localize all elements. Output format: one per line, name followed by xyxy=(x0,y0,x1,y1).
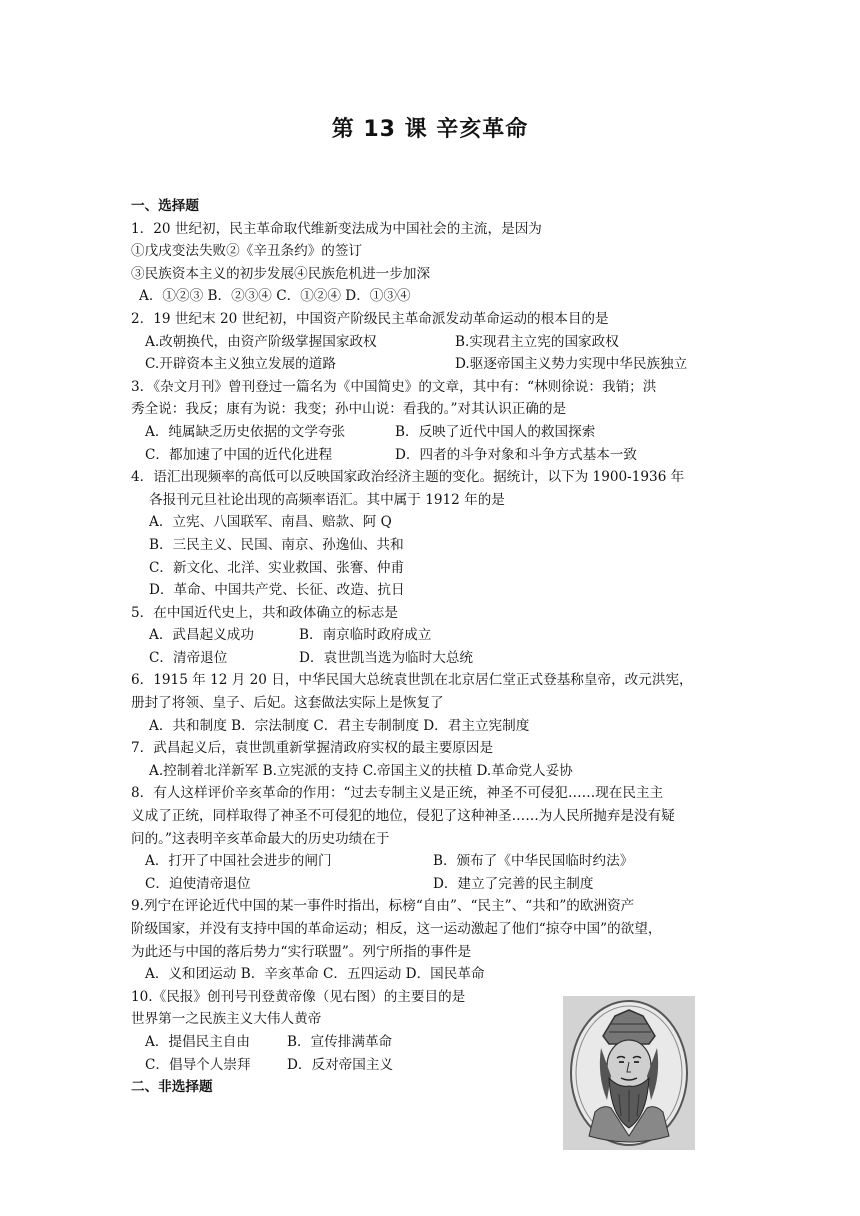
q1-options: A．①②③ B．②③④ C．①②④ D．①③④ xyxy=(139,288,411,305)
q4-option-d: D．革命、中国共产党、长征、改造、抗日 xyxy=(149,582,405,599)
q5-options-row1 xyxy=(131,624,731,647)
q8-option-b: B．颁布了《中华民国临时约法》 xyxy=(433,853,634,870)
q3-option-c: C．都加速了中国的近代化进程 xyxy=(145,446,333,463)
q5-option-d: D．袁世凯当选为临时大总统 xyxy=(299,649,474,666)
q10-option-d: D．反对帝国主义 xyxy=(287,1056,394,1073)
q1-statement-1: ①戊戌变法失败②《辛丑条约》的签订 xyxy=(131,243,363,260)
q5-stem: 5．在中国近代史上，共和政体确立的标志是 xyxy=(131,604,398,621)
q2-option-d: D.驱逐帝国主义势力实现中华民族独立 xyxy=(455,356,688,373)
q9-stem-line2: 阶级国家，并没有支持中国的革命运动；相反，这一运动激起了他们“掠夺中国”的欲望， xyxy=(131,921,662,937)
q3-option-b: B．反映了近代中国人的救国探索 xyxy=(395,423,596,440)
q10-option-c: C．倡导个人崇拜 xyxy=(145,1056,251,1073)
q2-option-a: A.改朝换代，由资产阶级掌握国家政权 xyxy=(145,333,377,350)
q8-option-d: D．建立了完善的民主制度 xyxy=(433,875,594,892)
q2-options-row2 xyxy=(131,353,731,376)
q10-option-b: B．宣传排满革命 xyxy=(287,1033,393,1050)
q5-option-c: C．清帝退位 xyxy=(149,649,228,666)
q4-option-a: A．立宪、八国联军、南昌、赔款、阿 Q xyxy=(149,514,392,531)
q2-options-row1 xyxy=(131,331,731,354)
q4-stem-line1: 4．语汇出现频率的高低可以反映国家政治经济主题的变化。据统计，以下为 1900-1936 年 xyxy=(131,469,685,486)
q2-option-c: C.开辟资本主义独立发展的道路 xyxy=(145,356,336,373)
q3-options-row2 xyxy=(131,444,731,467)
q3-options-row1 xyxy=(131,421,731,444)
q7-stem: 7．武昌起义后，袁世凯重新掌握清政府实权的最主要原因是 xyxy=(131,740,494,757)
q3-stem-line1: 3．《杂文月刊》曾刊登过一篇名为《中国简史》的文章，其中有：“林则徐说：我销；洪 xyxy=(131,378,657,395)
q3-option-a: A．纯属缺乏历史依据的文学夸张 xyxy=(145,423,346,440)
q8-options-row2 xyxy=(131,873,731,896)
q2-option-b: B.实现君主立宪的国家政权 xyxy=(455,333,619,350)
q10-image-caption: 世界第一之民族主义大伟人黄帝 xyxy=(131,1011,322,1028)
q7-options: A.控制着北洋新军 B.立宪派的支持 C.帝国主义的扶植 D.革命党人妥协 xyxy=(149,762,573,779)
question-content xyxy=(131,195,731,1099)
portrait-illustration xyxy=(563,996,695,1150)
yellow-emperor-portrait xyxy=(563,996,695,1150)
lesson-title: 第 13 课 辛亥革命 xyxy=(331,117,529,142)
q3-stem-line2: 秀全说：我反；康有为说：我变；孙中山说：看我的。”对其认识正确的是 xyxy=(131,401,567,418)
q4-option-b: B．三民主义、民国、南京、孙逸仙、共和 xyxy=(149,536,404,553)
section-heading-nonchoice: 二、非选择题 xyxy=(131,1079,213,1096)
q5-options-row2 xyxy=(131,647,731,670)
q2-stem: 2．19 世纪末 20 世纪初，中国资产阶级民主革命派发动革命运动的根本目的是 xyxy=(131,310,609,327)
q5-option-a: A．武昌起义成功 xyxy=(149,627,254,644)
q8-options-row1 xyxy=(131,850,731,873)
q1-stem: 1．20 世纪初，民主革命取代维新变法成为中国社会的主流，是因为 xyxy=(131,220,542,237)
q3-option-d: D．四者的斗争对象和斗争方式基本一致 xyxy=(395,446,637,463)
section-heading-choice: 一、选择题 xyxy=(131,198,199,214)
q1-statement-2: ③民族资本主义的初步发展④民族危机进一步加深 xyxy=(131,265,431,282)
q9-stem-line1: 9.列宁在评论近代中国的某一事件时指出，标榜“自由”、“民主”、“共和”的欧洲资产 xyxy=(131,898,635,915)
q4-stem-line2: 各报刊元旦社论出现的高频率语汇。其中属于 1912 年的是 xyxy=(149,491,505,508)
q5-option-b: B．南京临时政府成立 xyxy=(299,627,432,644)
q10-stem: 10.《民报》创刊号刊登黄帝像（见右图）的主要目的是 xyxy=(131,988,466,1005)
q4-option-c: C．新文化、北洋、实业救国、张謇、仲甫 xyxy=(149,559,405,576)
q6-options: A．共和制度 B．宗法制度 C．君主专制制度 D．君主立宪制度 xyxy=(149,717,530,734)
q8-stem-line1: 8．有人这样评价辛亥革命的作用：“过去专制主义是正统，神圣不可侵犯……现在民主主 xyxy=(131,785,664,802)
q8-stem-line3: 问的。”这表明辛亥革命最大的历史功绩在于 xyxy=(131,830,390,847)
q9-options: A．义和团运动 B．辛亥革命 C．五四运动 D．国民革命 xyxy=(145,966,485,983)
q10-option-a: A．提倡民主自由 xyxy=(145,1033,250,1050)
q8-stem-line2: 义成了正统，同样取得了神圣不可侵犯的地位，侵犯了这种神圣……为人民所抛弃是没有疑 xyxy=(131,808,675,825)
q8-option-c: C．迫使清帝退位 xyxy=(145,875,251,892)
q6-stem-line2: 册封了将领、皇子、后妃。这套做法实际上是恢复了 xyxy=(131,695,444,712)
q9-stem-line3: 为此还与中国的落后势力“实行联盟”。列宁所指的事件是 xyxy=(131,943,472,960)
q6-stem-line1: 6．1915 年 12 月 20 日，中华民国大总统袁世凯在北京居仁堂正式登基称皇帝，改元洪宪， xyxy=(131,672,693,689)
q8-option-a: A．打开了中国社会进步的闸门 xyxy=(145,853,332,870)
